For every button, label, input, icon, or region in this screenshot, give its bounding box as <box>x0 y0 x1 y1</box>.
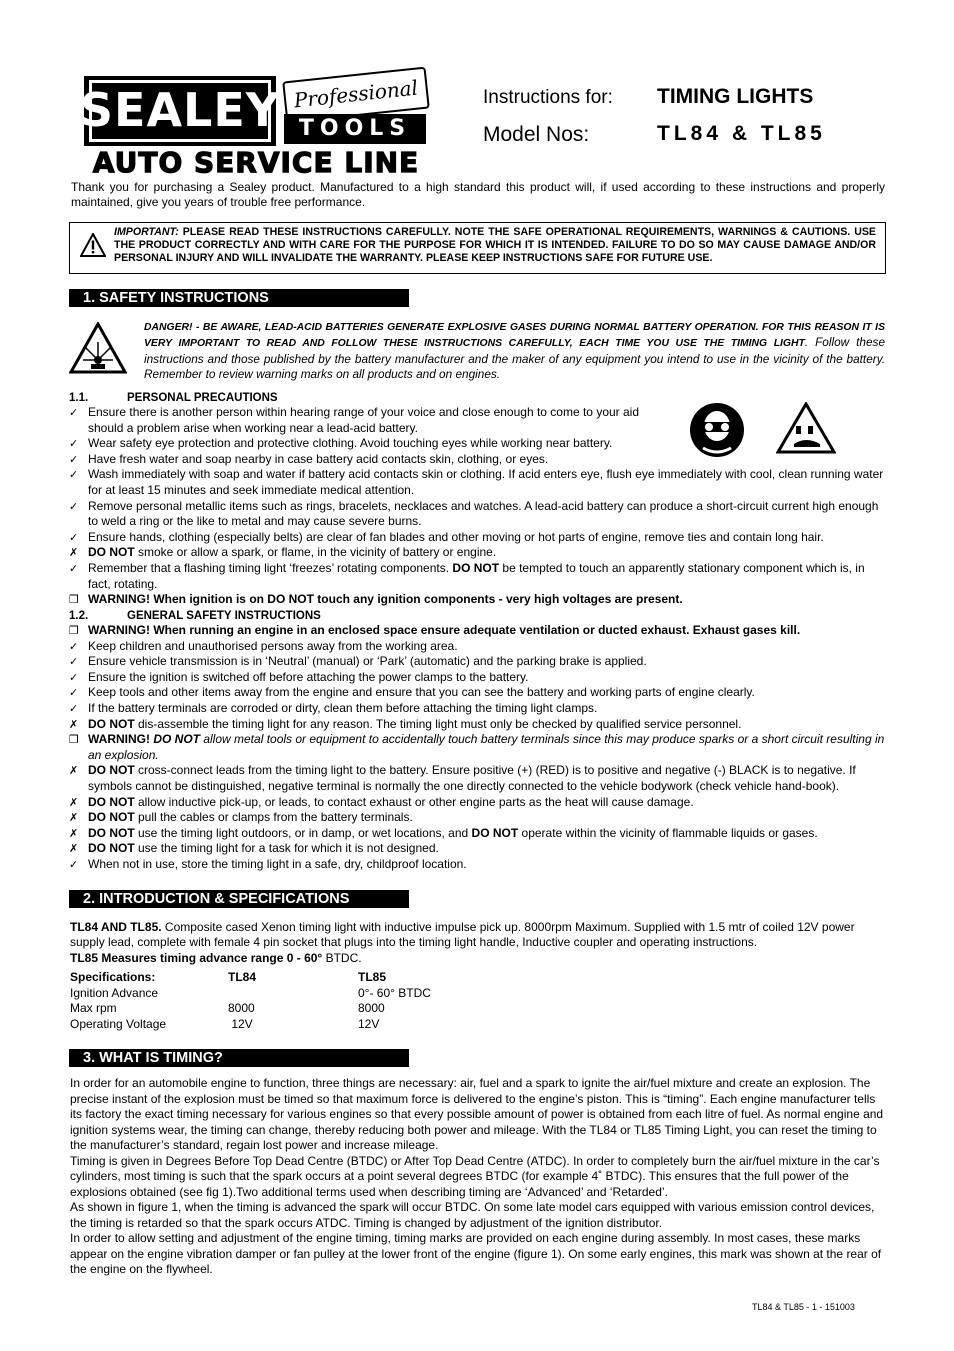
list-item: ✓ Ensure there is another person within hearing range of your voice and close enough to come to your aid should a problem arise when working near a lead-acid battery. <box>69 405 640 435</box>
specifications-table <box>70 970 431 1032</box>
instructions-value: TIMING LIGHTS <box>657 85 814 108</box>
intro-paragraph: Thank you for purchasing a Sealey product. Manufactured to a high standard this product will, if used according to these instructions and properly maintained, give you years of trouble free performance. <box>71 180 885 209</box>
page-footer: TL84 & TL85 - 1 - 151003 <box>752 1302 855 1312</box>
list-item: ✓ Keep tools and other items away from the engine and ensure that you can see the battery and working parts of engine clearly. <box>69 685 755 700</box>
list-item: ✓ Keep children and unauthorised persons away from the working area. <box>69 638 458 653</box>
list-item: ✓ Wear safety eye protection and protective clothing. Avoid touching eyes while working near battery. <box>69 436 613 451</box>
list-item: ✗ DO NOT cross-connect leads from the timing light to the battery. Ensure positive (+) (RED) is to positive and negative (-) BLACK is to negative. If symbols cannot be distinguished, negative terminal is normally the one directly connected to the vehicle bodywork (check vehicle hand-book). <box>69 763 856 793</box>
list-item: ✓ Remember that a flashing timing light ‘freezes’ rotating components. DO NOT be tempted to touch an apparently stationary component which is, in fact, rotating. <box>69 560 865 591</box>
important-notice-box <box>69 222 886 274</box>
list-item: ✓ Have fresh water and soap nearby in case battery acid contacts skin, clothing, or eyes. <box>69 451 549 466</box>
sealey-logo <box>79 72 426 179</box>
personal-precautions-list <box>69 405 888 608</box>
timing-text <box>70 1076 885 1278</box>
list-item: ✗ DO NOT dis-assemble the timing light for any reason. The timing light must only be checked by qualified service personnel. <box>69 716 742 731</box>
model-label: Model Nos: <box>483 123 590 146</box>
list-item: ❐ WARNING! DO NOT allow metal tools or equipment to accidentally touch battery terminals since this may produce sparks or a short circuit resulting in an explosion. <box>69 732 885 762</box>
warning-triangle-icon <box>80 233 106 257</box>
important-text: IMPORTANT: PLEASE READ THESE INSTRUCTIONS CAREFULLY. NOTE THE SAFE OPERATIONAL REQUIREMENTS, WARNINGS & CAUTIONS. USE THE PRODUCT CORRECTLY AND WITH CARE FOR THE PURPOSE FOR WHICH IT IS INTENDED. FAILURE TO DO SO MAY CAUSE DAMAGE AND/OR PERSONAL INJURY AND WILL INVALIDATE THE WARRANTY. PLEASE KEEP INSTRUCTIONS SAFE FOR FUTURE USE. <box>114 226 876 265</box>
instructions-label: Instructions for: <box>483 87 613 108</box>
table-row: Ignition Advance 0°- 60° BTDC <box>70 985 431 1000</box>
logo-auto-service-line: AUTO SERVICE LINE <box>86 148 426 178</box>
list-item: ✗ DO NOT use the timing light for a task for which it is not designed. <box>69 841 439 856</box>
danger-paragraph: DANGER! - BE AWARE, LEAD-ACID BATTERIES GENERATE EXPLOSIVE GASES DURING NORMAL BATTERY OPERATION. FOR THIS REASON IT IS VERY IMPORTANT TO READ AND FOLLOW THESE INSTRUCTIONS CAREFULLY, EACH TIME YOU USE THE TIMING LIGHT. Follow these instructions and those published by the battery manufacturer and the maker of any equipment you intend to use in the vicinity of the battery. Remember to review warning marks on all products and on engines. <box>144 322 886 381</box>
list-item: ❐ WARNING! When running an engine in an enclosed space ensure adequate ventilation or ducted exhaust. Exhaust gases kill. <box>69 623 801 637</box>
list-item: ✓ When not in use, store the timing light in a safe, dry, childproof location. <box>69 856 467 871</box>
intro-specs-paragraph: TL84 AND TL85. Composite cased Xenon timing light with inductive impulse pick up. 8000rpm Maximum. Supplied with 1.5 mtr of coiled 12V power supply lead, complete with female 4 pin socket that plugs into the timing light handle, Inductive coupler and operating instructions. TL85 Measures timing advance range 0 - 60° BTDC. <box>70 920 855 965</box>
list-item: ✓ Remove personal metallic items such as rings, bracelets, necklaces and watches. A lead-acid battery can produce a short-circuit current high enough to weld a ring or the like to metal and may cause severe burns. <box>69 498 879 529</box>
list-item: ✗ DO NOT smoke or allow a spark, or flame, in the vicinity of battery or engine. <box>69 545 497 560</box>
list-item: ✓ Wash immediately with soap and water if battery acid contacts skin or clothing. If acid enters eye, flush eye immediately with cool, clean running water for at least 15 minutes and seek immediate medical attention. <box>69 467 884 497</box>
model-value: TL84 & TL85 <box>657 122 826 145</box>
timing-paragraph: In order for an automobile engine to function, three things are necessary: air, fuel and a spark to ignite the air/fuel mixture and create an explosion. The precise instant of the explosion must be timed so that maximum force is delivered to the engine’s piston. This is “timing”. Each engine manufacturer tells its factory the exact timing necessary for various engines so that every possible amount of power is obtained from each litre of fuel. As normal engine and ignition systems wear, the timing can change, thereby reducing both power and mileage. With the TL84 or TL85 Timing Light, you can reset the timing to the manufacturer’s standard, regain lost power and increase mileage. <box>70 1076 884 1152</box>
list-item: ✓ If the battery terminals are corroded or dirty, clean them before attaching the timing light clamps. <box>69 700 598 715</box>
list-item: ✓ Ensure vehicle transmission is in ‘Neutral’ (manual) or ‘Park’ (automatic) and the parking brake is applied. <box>69 654 647 669</box>
section-1-heading: 1. SAFETY INSTRUCTIONS <box>69 289 409 307</box>
timing-paragraph: In order to allow setting and adjustment of the engine timing, timing marks are provided on each engine during assembly. In most cases, these marks appear on the engine vibration damper or fan pulley at the lower front of the engine (figure 1). On some early engines, this mark was shown at the rear of the engine on the flywheel. <box>70 1231 882 1276</box>
list-item: ❐ WARNING! When ignition is on DO NOT touch any ignition components - very high voltages are present. <box>69 592 683 607</box>
table-row: Operating Voltage 12V 12V <box>70 1016 380 1031</box>
logo-professional: Professional <box>282 67 430 124</box>
logo-tools: TOOLS <box>284 114 426 144</box>
subsection-1-1-heading: 1.1. PERSONAL PRECAUTIONS <box>69 392 278 404</box>
list-item: ✗ DO NOT use the timing light outdoors, or in damp, or wet locations, and DO NOT operate within the vicinity of flammable liquids or gases. <box>69 825 818 840</box>
section-3-heading: 3. WHAT IS TIMING? <box>69 1049 409 1067</box>
section-2-heading: 2. INTRODUCTION & SPECIFICATIONS <box>69 890 409 908</box>
list-item: ✗ DO NOT pull the cables or clamps from the battery terminals. <box>69 810 413 825</box>
logo-sealey-box <box>79 76 281 146</box>
general-safety-list <box>69 623 888 873</box>
timing-paragraph: Timing is given in Degrees Before Top Dead Centre (BTDC) or After Top Dead Centre (ATDC). In order to completely burn the air/fuel mixture in the car’s cylinders, most timing is such that the spark occurs at a point several degrees BTDC (for example 4˚ BTDC). This ensures that the full power of the explosions obtained (see fig 1).Two additional terms used when describing timing are ‘Advanced’ and ‘Retarded’. <box>70 1153 880 1199</box>
logo-brand: SEALEY <box>89 80 271 142</box>
table-row: Max rpm 8000 8000 <box>70 1001 385 1015</box>
explosion-hazard-icon <box>69 322 127 374</box>
subsection-1-2-heading: 1.2. GENERAL SAFETY INSTRUCTIONS <box>69 610 321 622</box>
list-item: ✓ Ensure hands, clothing (especially belts) are clear of fan blades and other moving or hot parts of engine, remove ties and contain long hair. <box>69 529 824 544</box>
timing-paragraph: As shown in figure 1, when the timing is advanced the spark will occur BTDC. On some late model cars equipped with various emission control devices, the timing is retarded so that the spark occurs ATDC. Timing is changed by adjustment of the ignition distributor. <box>70 1200 875 1230</box>
list-item: ✓ Ensure the ignition is switched off before attaching the power clamps to the battery. <box>69 669 529 684</box>
table-row: Specifications: TL84 TL85 <box>70 970 387 984</box>
list-item: ✗ DO NOT allow inductive pick-up, or leads, to contact exhaust or other engine parts as the heat will cause damage. <box>69 794 694 809</box>
